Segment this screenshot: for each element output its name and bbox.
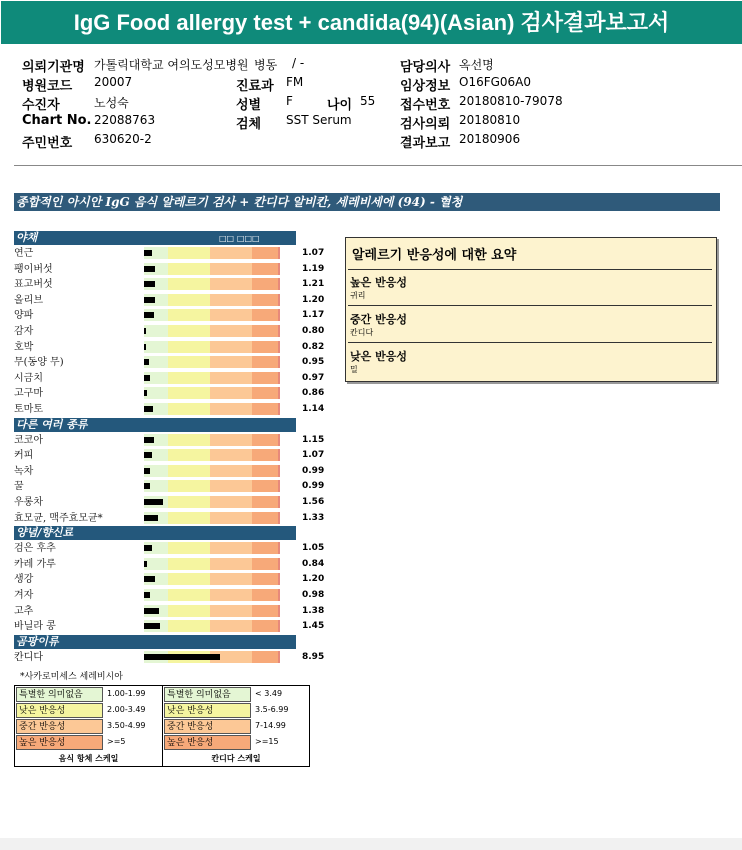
scale-zone xyxy=(252,434,278,446)
summary-divider xyxy=(348,269,712,270)
scale-zone xyxy=(252,542,278,554)
scale-zone xyxy=(210,542,252,554)
patient-info-header xyxy=(14,50,742,166)
scale-zone xyxy=(168,480,210,492)
sex-value: F xyxy=(286,94,293,108)
mid-reactivity-label: 중간 반응성 xyxy=(350,313,407,326)
result-value: 1.45 xyxy=(302,621,325,632)
result-bar xyxy=(144,515,158,521)
food-name: 연근 xyxy=(14,248,34,259)
section-title: 양념/향신료 xyxy=(16,526,74,540)
legend-level-label: 특별한 의미없음 xyxy=(16,687,103,702)
result-value: 1.07 xyxy=(302,248,325,258)
legend-range: < 3.49 xyxy=(255,689,283,698)
legend-level-label: 중간 반응성 xyxy=(16,719,103,734)
scale-zone xyxy=(210,512,252,524)
scale-zone xyxy=(144,558,168,570)
section-header xyxy=(14,231,296,245)
food-scale-footer: 음식 항체 스케일 xyxy=(58,753,119,763)
result-value: 0.98 xyxy=(302,590,325,600)
result-scale xyxy=(144,356,294,368)
scale-zone xyxy=(278,620,280,632)
scale-zone xyxy=(278,403,280,415)
scale-zone xyxy=(252,589,278,601)
scale-zone xyxy=(252,341,278,353)
legend-level-label: 특별한 의미없음 xyxy=(164,687,251,702)
scale-zone xyxy=(168,465,210,477)
result-row xyxy=(14,246,324,261)
scale-zone xyxy=(278,263,280,275)
doctor-value: 옥선명 xyxy=(459,58,494,72)
result-row xyxy=(14,619,324,634)
result-scale xyxy=(144,278,294,290)
result-bar xyxy=(144,406,153,412)
scale-zone xyxy=(168,605,210,617)
scale-zone xyxy=(168,573,210,585)
result-bar xyxy=(144,576,155,582)
food-name: 녹차 xyxy=(14,465,34,477)
result-bar xyxy=(144,437,154,443)
result-bar xyxy=(144,250,152,256)
food-name: 고구마 xyxy=(14,388,43,400)
food-name: 커피 xyxy=(14,450,34,462)
result-row xyxy=(14,572,324,587)
scale-zone xyxy=(210,449,252,461)
request-date-value: 20180810 xyxy=(459,113,521,127)
result-row xyxy=(14,511,324,526)
result-scale xyxy=(144,605,294,617)
report-date-value: 20180906 xyxy=(459,132,521,146)
scale-zone xyxy=(168,620,210,632)
result-scale xyxy=(144,294,294,306)
result-value: 1.33 xyxy=(302,512,325,523)
result-value: 0.97 xyxy=(302,372,325,383)
page-bottom-strip xyxy=(0,838,742,850)
result-scale xyxy=(144,263,294,275)
scale-zone xyxy=(278,573,280,585)
result-bar xyxy=(144,499,163,505)
result-scale xyxy=(144,387,294,399)
scale-zone xyxy=(168,589,210,601)
scale-zone xyxy=(210,558,252,570)
scale-zone xyxy=(252,387,278,399)
footnote: *사카로미세스 세레비시아 xyxy=(20,672,123,682)
result-row xyxy=(14,557,324,572)
chart-no-value: 22088763 xyxy=(94,113,156,127)
scale-zone xyxy=(210,589,252,601)
section-header xyxy=(14,635,296,649)
result-scale xyxy=(144,341,294,353)
food-name: 올리브 xyxy=(14,294,43,306)
result-value: 0.84 xyxy=(302,558,325,569)
result-bar xyxy=(144,312,154,318)
scale-zone xyxy=(168,558,210,570)
hospital-code-value: 20007 xyxy=(94,75,133,89)
scale-zone xyxy=(278,512,280,524)
clinical-info-value: O16FG06A0 xyxy=(459,75,532,89)
result-scale xyxy=(144,651,294,663)
scale-zone xyxy=(168,372,210,384)
section-subtitle: □□ □□□ xyxy=(219,233,260,243)
scale-zone xyxy=(210,372,252,384)
result-scale xyxy=(144,309,294,321)
result-bar xyxy=(144,266,155,272)
legend-range: 7-14.99 xyxy=(255,721,286,730)
result-row xyxy=(14,479,324,494)
scale-zone xyxy=(252,403,278,415)
result-value: 0.95 xyxy=(302,357,325,368)
result-bar xyxy=(144,545,152,551)
result-scale xyxy=(144,325,294,337)
candida-scale-legend xyxy=(162,685,310,767)
food-name: 카레 가루 xyxy=(14,558,56,570)
scale-zone xyxy=(278,558,280,570)
food-name: 검은 후추 xyxy=(14,543,56,555)
scale-zone xyxy=(210,294,252,306)
legend-range: 1.00-1.99 xyxy=(107,689,146,698)
result-scale xyxy=(144,449,294,461)
legend-range: >=5 xyxy=(107,737,126,746)
age-label: 나이 xyxy=(327,98,353,113)
food-scale-legend xyxy=(14,685,163,767)
scale-zone xyxy=(168,325,210,337)
scale-zone xyxy=(168,309,210,321)
food-name: 감자 xyxy=(14,326,34,337)
legend-level-label: 높은 반응성 xyxy=(16,735,103,750)
result-bar xyxy=(144,623,160,629)
result-row xyxy=(14,588,324,603)
result-row xyxy=(14,433,324,448)
candida-scale-footer: 칸디다 스케일 xyxy=(211,753,261,763)
result-row xyxy=(14,340,324,355)
scale-zone xyxy=(252,247,278,259)
result-row xyxy=(14,371,324,386)
result-scale xyxy=(144,620,294,632)
result-bar xyxy=(144,390,147,396)
food-name: 무(동양 무) xyxy=(14,357,64,369)
report-date-label: 결과보고 xyxy=(400,136,451,151)
food-name: 팽이버섯 xyxy=(14,263,53,275)
result-scale xyxy=(144,558,294,570)
scale-zone xyxy=(210,573,252,585)
ward-label: 병동 xyxy=(254,58,278,72)
patient-label: 수진자 xyxy=(22,98,60,113)
result-bar xyxy=(144,608,159,614)
scale-zone xyxy=(168,247,210,259)
scale-zone xyxy=(252,309,278,321)
scale-zone xyxy=(252,325,278,337)
legend-range: >=15 xyxy=(255,737,279,746)
result-row xyxy=(14,650,324,665)
result-value: 1.19 xyxy=(302,263,325,274)
clinical-info-label: 임상정보 xyxy=(400,79,451,94)
result-bar xyxy=(144,297,155,303)
scale-zone xyxy=(252,512,278,524)
section-title: 곰팡이류 xyxy=(16,634,59,648)
legend-level-label: 낮은 반응성 xyxy=(16,703,103,718)
result-value: 1.20 xyxy=(302,574,325,585)
scale-zone xyxy=(278,449,280,461)
food-name: 표고버섯 xyxy=(14,279,53,291)
doctor-label: 담당의사 xyxy=(400,60,451,75)
section-header xyxy=(14,418,296,432)
result-value: 1.20 xyxy=(302,294,325,305)
scale-zone xyxy=(252,496,278,508)
result-bar xyxy=(144,375,150,381)
result-value: 1.17 xyxy=(302,310,325,321)
scale-zone xyxy=(252,651,278,663)
legend-level-label: 낮은 반응성 xyxy=(164,703,251,718)
result-value: 0.99 xyxy=(302,465,325,476)
scale-zone xyxy=(278,496,280,508)
result-value: 0.80 xyxy=(302,326,325,336)
result-bar xyxy=(144,328,146,334)
food-name: 시금치 xyxy=(14,372,43,384)
result-bar xyxy=(144,344,146,350)
scale-zone xyxy=(210,356,252,368)
scale-zone xyxy=(278,542,280,554)
result-scale xyxy=(144,542,294,554)
scale-zone xyxy=(168,263,210,275)
result-row xyxy=(14,464,324,479)
scale-zone xyxy=(144,387,168,399)
scale-zone xyxy=(278,465,280,477)
result-value: 1.07 xyxy=(302,450,325,461)
legend-range: 3.5-6.99 xyxy=(255,705,289,714)
scale-zone xyxy=(278,589,280,601)
result-value: 0.99 xyxy=(302,481,325,492)
result-scale xyxy=(144,573,294,585)
food-name: 겨자 xyxy=(14,590,34,601)
scale-zone xyxy=(252,480,278,492)
scale-zone xyxy=(278,278,280,290)
scale-zone xyxy=(210,309,252,321)
food-name: 양파 xyxy=(14,310,34,322)
age-value: 55 xyxy=(360,94,376,108)
result-row xyxy=(14,386,324,401)
scale-zone xyxy=(210,341,252,353)
request-date-label: 검사의뢰 xyxy=(400,117,451,132)
result-scale xyxy=(144,480,294,492)
scale-zone xyxy=(252,294,278,306)
result-scale xyxy=(144,247,294,259)
scale-zone xyxy=(210,403,252,415)
specimen-label: 검체 xyxy=(236,117,262,132)
result-scale xyxy=(144,372,294,384)
department-label: 진료과 xyxy=(236,79,274,94)
scale-zone xyxy=(252,620,278,632)
scale-zone xyxy=(278,247,280,259)
scale-zone xyxy=(168,449,210,461)
result-row xyxy=(14,604,324,619)
scale-zone xyxy=(210,278,252,290)
food-name: 고추 xyxy=(14,605,34,617)
result-scale xyxy=(144,589,294,601)
result-value: 8.95 xyxy=(302,651,325,662)
scale-zone xyxy=(278,434,280,446)
result-bar xyxy=(144,281,155,287)
scale-zone xyxy=(168,496,210,508)
result-bar xyxy=(144,592,150,598)
result-row xyxy=(14,355,324,370)
food-name: 바닐라 콩 xyxy=(14,621,56,633)
scale-zone xyxy=(168,434,210,446)
scale-zone xyxy=(210,263,252,275)
summary-divider xyxy=(348,342,712,343)
resident-no-label: 주민번호 xyxy=(22,136,73,151)
receipt-no-label: 접수번호 xyxy=(400,98,451,113)
institution-label: 의뢰기관명 xyxy=(22,60,85,75)
scale-zone xyxy=(278,605,280,617)
scale-zone xyxy=(168,512,210,524)
scale-zone xyxy=(168,341,210,353)
result-value: 1.05 xyxy=(302,543,325,554)
report-title: IgG Food allergy test + candida(94)(Asian) 검사결과보고서 xyxy=(1,1,742,44)
patient-value: 노성숙 xyxy=(94,96,129,110)
food-name: 효모균, 맥주효모균* xyxy=(14,512,103,524)
reactivity-summary xyxy=(345,237,717,382)
scale-zone xyxy=(278,356,280,368)
section-header xyxy=(14,526,296,540)
legend-range: 3.50-4.99 xyxy=(107,721,146,730)
specimen-value: SST Serum xyxy=(286,113,352,127)
scale-zone xyxy=(168,387,210,399)
scale-zone xyxy=(252,372,278,384)
scale-zone xyxy=(210,325,252,337)
sex-label: 성별 xyxy=(236,98,262,113)
scale-zone xyxy=(278,372,280,384)
scale-zone xyxy=(210,496,252,508)
result-value: 1.38 xyxy=(302,605,325,616)
result-value: 1.14 xyxy=(302,404,325,414)
result-row xyxy=(14,541,324,556)
result-row xyxy=(14,324,324,339)
low-reactivity-items: 밀 xyxy=(350,365,358,374)
hospital-code-label: 병원코드 xyxy=(22,79,73,94)
result-row xyxy=(14,308,324,323)
high-reactivity-label: 높은 반응성 xyxy=(350,276,407,289)
result-row xyxy=(14,277,324,292)
scale-zone xyxy=(252,356,278,368)
department-value: FM xyxy=(286,75,304,89)
result-value: 1.56 xyxy=(302,497,325,507)
result-value: 1.21 xyxy=(302,279,325,290)
food-name: 우롱차 xyxy=(14,497,43,508)
scale-zone xyxy=(210,387,252,399)
scale-zone xyxy=(210,480,252,492)
result-bar xyxy=(144,468,150,474)
result-scale xyxy=(144,465,294,477)
food-name: 호박 xyxy=(14,341,34,353)
scale-zone xyxy=(210,247,252,259)
result-scale xyxy=(144,403,294,415)
summary-title: 알레르기 반응성에 대한 요약 xyxy=(352,248,517,263)
result-value: 0.86 xyxy=(302,388,325,399)
result-scale xyxy=(144,434,294,446)
scale-zone xyxy=(278,387,280,399)
scale-zone xyxy=(168,294,210,306)
scale-zone xyxy=(144,325,168,337)
scale-zone xyxy=(210,605,252,617)
institution-value: 가톨릭대학교 여의도성모병원 xyxy=(94,58,249,72)
legend-level-label: 중간 반응성 xyxy=(164,719,251,734)
receipt-no-value: 20180810-79078 xyxy=(459,94,563,108)
result-row xyxy=(14,402,324,417)
result-bar xyxy=(144,452,152,458)
result-row xyxy=(14,448,324,463)
result-bar xyxy=(144,561,147,567)
chart-no-label: Chart No. xyxy=(22,113,92,128)
mid-reactivity-items: 칸디다 xyxy=(350,328,374,337)
result-value: 0.82 xyxy=(302,341,325,352)
result-row xyxy=(14,495,324,510)
scale-zone xyxy=(278,309,280,321)
scale-zone xyxy=(252,605,278,617)
result-bar xyxy=(144,483,150,489)
scale-zone xyxy=(252,449,278,461)
result-scale xyxy=(144,512,294,524)
section-title: 다른 여러 종류 xyxy=(16,417,88,431)
food-name: 칸디다 xyxy=(14,651,43,663)
section-title: 야채 xyxy=(16,231,38,244)
scale-zone xyxy=(168,278,210,290)
legend-range: 2.00-3.49 xyxy=(107,705,146,714)
scale-zone xyxy=(278,651,280,663)
resident-no-value: 630620-2 xyxy=(94,132,152,146)
result-row xyxy=(14,293,324,308)
scale-zone xyxy=(252,263,278,275)
scale-zone xyxy=(278,341,280,353)
scale-zone xyxy=(168,542,210,554)
scale-zone xyxy=(144,341,168,353)
food-name: 토마토 xyxy=(14,404,43,415)
scale-zone xyxy=(210,620,252,632)
test-banner: 종합적인 아시안 IgG 음식 알레르기 검사 + 칸디다 알비칸, 세레비세에 (94) - 혈청 xyxy=(14,193,720,211)
summary-divider xyxy=(348,305,712,306)
scale-zone xyxy=(278,480,280,492)
scale-zone xyxy=(252,278,278,290)
legend-level-label: 높은 반응성 xyxy=(164,735,251,750)
scale-zone xyxy=(278,325,280,337)
scale-zone xyxy=(168,403,210,415)
food-name: 코코아 xyxy=(14,434,43,446)
result-scale xyxy=(144,496,294,508)
scale-zone xyxy=(210,465,252,477)
ward-value: / - xyxy=(292,56,305,70)
result-bar xyxy=(144,654,220,660)
scale-zone xyxy=(252,573,278,585)
scale-zone xyxy=(252,558,278,570)
scale-zone xyxy=(278,294,280,306)
food-name: 꿀 xyxy=(14,481,24,493)
food-name: 생강 xyxy=(14,574,34,586)
low-reactivity-label: 낮은 반응성 xyxy=(350,350,407,363)
scale-zone xyxy=(210,434,252,446)
result-bar xyxy=(144,359,149,365)
result-value: 1.15 xyxy=(302,434,325,445)
scale-zone xyxy=(168,356,210,368)
result-row xyxy=(14,262,324,277)
high-reactivity-items: 귀리 xyxy=(350,291,366,300)
scale-zone xyxy=(252,465,278,477)
